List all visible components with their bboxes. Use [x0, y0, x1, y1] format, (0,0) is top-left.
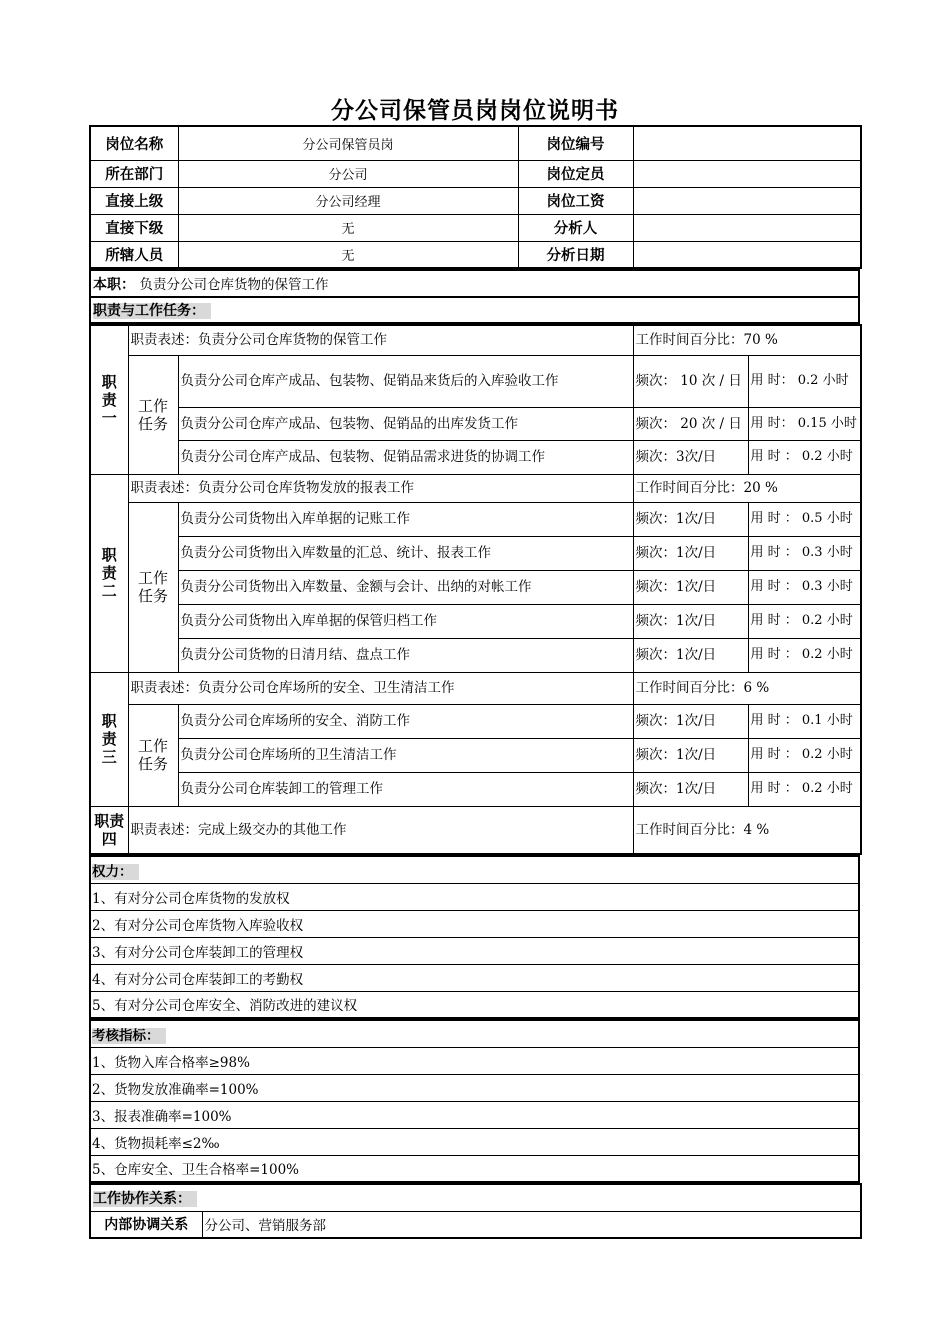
cooperation-title: 工作协作关系： [90, 1184, 861, 1211]
value-analysis-date [633, 241, 861, 268]
label-position-name: 岗位名称 [90, 126, 178, 160]
task-frequency: 频次：1次/日 [633, 772, 748, 806]
duty-description: 职责表述：负责分公司仓库货物的保管工作 [128, 325, 633, 355]
kpi-item: 3、报表准确率=100% [90, 1101, 859, 1128]
label-analyst: 分析人 [518, 214, 633, 241]
value-position-code [633, 126, 861, 160]
task-group-label: 工作 任务 [128, 355, 178, 474]
duty-description: 职责表述：完成上级交办的其他工作 [128, 806, 633, 854]
duties-section-title: 职责与工作任务： [90, 297, 859, 323]
power-item: 5、有对分公司仓库安全、消防改进的建议权 [90, 991, 859, 1018]
value-supervisor: 分公司经理 [178, 187, 518, 214]
kpi-title: 考核指标： [90, 1020, 859, 1047]
duty-label: 职 责 三 [90, 672, 128, 806]
task-frequency: 频次：1次/日 [633, 604, 748, 638]
task-text: 负责分公司货物出入库数量的汇总、统计、报表工作 [178, 536, 633, 570]
task-time: 用 时 ： 0.3 小时 [748, 536, 861, 570]
internal-coordination-label: 内部协调关系 [90, 1211, 202, 1238]
header-row [90, 126, 861, 160]
duty-label: 职 责 一 [90, 325, 128, 474]
task-group-label: 工作 任务 [128, 502, 178, 672]
header-row [90, 187, 861, 214]
task-time: 用 时 ： 0.2 小时 [748, 440, 861, 474]
label-headcount: 岗位定员 [518, 160, 633, 187]
task-frequency: 频次： 10 次 / 日 [633, 355, 748, 407]
task-time: 用 时 ： 0.1 小时 [748, 704, 861, 738]
task-frequency: 频次：1次/日 [633, 570, 748, 604]
task-text: 负责分公司仓库产成品、包装物、促销品需求进货的协调工作 [178, 440, 633, 474]
task-frequency: 频次：1次/日 [633, 638, 748, 672]
task-time: 用 时 ： 0.2 小时 [748, 638, 861, 672]
basic-duty-text: 负责分公司仓库货物的保管工作 [139, 277, 329, 293]
internal-coordination-value: 分公司、营销服务部 [202, 1211, 861, 1238]
basic-duty-label: 本职： [93, 277, 135, 293]
label-supervisor: 直接上级 [90, 187, 178, 214]
task-row [90, 570, 861, 604]
power-item: 4、有对分公司仓库装卸工的考勤权 [90, 964, 859, 991]
task-frequency: 频次：3次/日 [633, 440, 748, 474]
duty-time-percent: 工作时间百分比：6 % [633, 672, 861, 704]
task-text: 负责分公司仓库产成品、包装物、促销品来货后的入库验收工作 [178, 355, 633, 407]
task-time: 用 时 ： 0.2 小时 [748, 738, 861, 772]
duty-description: 职责表述：负责分公司仓库场所的安全、卫生清洁工作 [128, 672, 633, 704]
duty-description: 职责表述：负责分公司仓库货物发放的报表工作 [128, 474, 633, 502]
task-text: 负责分公司货物出入库单据的记账工作 [178, 502, 633, 536]
duty-desc-row [90, 325, 861, 355]
job-description-form [89, 125, 860, 1239]
duty-desc-row [90, 672, 861, 704]
duty-label: 职 责 二 [90, 474, 128, 672]
duty-time-percent: 工作时间百分比：70 % [633, 325, 861, 355]
value-department: 分公司 [178, 160, 518, 187]
label-department: 所在部门 [90, 160, 178, 187]
task-time: 用 时 ： 0.5 小时 [748, 502, 861, 536]
duty-desc-row [90, 806, 861, 854]
cooperation-table [89, 1183, 862, 1239]
value-subordinate: 无 [178, 214, 518, 241]
powers-title: 权力： [90, 856, 859, 883]
task-row [90, 355, 861, 407]
task-row [90, 704, 861, 738]
task-text: 负责分公司仓库场所的安全、消防工作 [178, 704, 633, 738]
task-row [90, 738, 861, 772]
header-row [90, 214, 861, 241]
task-row [90, 440, 861, 474]
page-title: 分公司保管员岗岗位说明书 [331, 98, 619, 124]
label-analysis-date: 分析日期 [518, 241, 633, 268]
header-row [90, 160, 861, 187]
duty-desc-row [90, 474, 861, 502]
task-frequency: 频次： 20 次 / 日 [633, 407, 748, 440]
task-row [90, 604, 861, 638]
duty-time-percent: 工作时间百分比：20 % [633, 474, 861, 502]
task-frequency: 频次：1次/日 [633, 738, 748, 772]
task-group-label: 工作 任务 [128, 704, 178, 806]
header-table [89, 125, 862, 269]
task-text: 负责分公司仓库装卸工的管理工作 [178, 772, 633, 806]
duties-table [89, 324, 862, 855]
value-salary [633, 187, 861, 214]
powers-table [89, 855, 860, 1019]
task-time: 用 时： 0.15 小时 [748, 407, 861, 440]
task-frequency: 频次：1次/日 [633, 704, 748, 738]
task-frequency: 频次：1次/日 [633, 536, 748, 570]
kpi-item: 5、仓库安全、卫生合格率=100% [90, 1155, 859, 1182]
task-row [90, 772, 861, 806]
task-text: 负责分公司货物的日清月结、盘点工作 [178, 638, 633, 672]
task-time: 用 时 ： 0.2 小时 [748, 604, 861, 638]
kpi-item: 1、货物入库合格率≥98% [90, 1047, 859, 1074]
task-text: 负责分公司仓库产成品、包装物、促销品的出库发货工作 [178, 407, 633, 440]
kpi-item: 4、货物损耗率≤2‰ [90, 1128, 859, 1155]
task-row [90, 407, 861, 440]
duty-time-percent: 工作时间百分比：4 % [633, 806, 861, 854]
value-position-name: 分公司保管员岗 [178, 126, 518, 160]
value-staff: 无 [178, 241, 518, 268]
label-position-code: 岗位编号 [518, 126, 633, 160]
label-salary: 岗位工资 [518, 187, 633, 214]
basic-duty-table [89, 269, 860, 324]
header-row [90, 241, 861, 268]
value-analyst [633, 214, 861, 241]
task-row [90, 502, 861, 536]
duty-label: 职责 四 [90, 806, 128, 854]
task-text: 负责分公司货物出入库数量、金额与会计、出纳的对帐工作 [178, 570, 633, 604]
kpi-item: 2、货物发放准确率=100% [90, 1074, 859, 1101]
task-text: 负责分公司货物出入库单据的保管归档工作 [178, 604, 633, 638]
task-frequency: 频次：1次/日 [633, 502, 748, 536]
task-time: 用 时 ： 0.3 小时 [748, 570, 861, 604]
power-item: 2、有对分公司仓库货物入库验收权 [90, 910, 859, 937]
task-time: 用 时： 0.2 小时 [748, 355, 861, 407]
value-headcount [633, 160, 861, 187]
task-text: 负责分公司仓库场所的卫生清洁工作 [178, 738, 633, 772]
basic-duty [90, 270, 859, 297]
kpi-table [89, 1019, 860, 1183]
power-item: 3、有对分公司仓库装卸工的管理权 [90, 937, 859, 964]
power-item: 1、有对分公司仓库货物的发放权 [90, 883, 859, 910]
label-subordinate: 直接下级 [90, 214, 178, 241]
task-time: 用 时 ： 0.2 小时 [748, 772, 861, 806]
task-row [90, 536, 861, 570]
task-row [90, 638, 861, 672]
label-staff: 所辖人员 [90, 241, 178, 268]
